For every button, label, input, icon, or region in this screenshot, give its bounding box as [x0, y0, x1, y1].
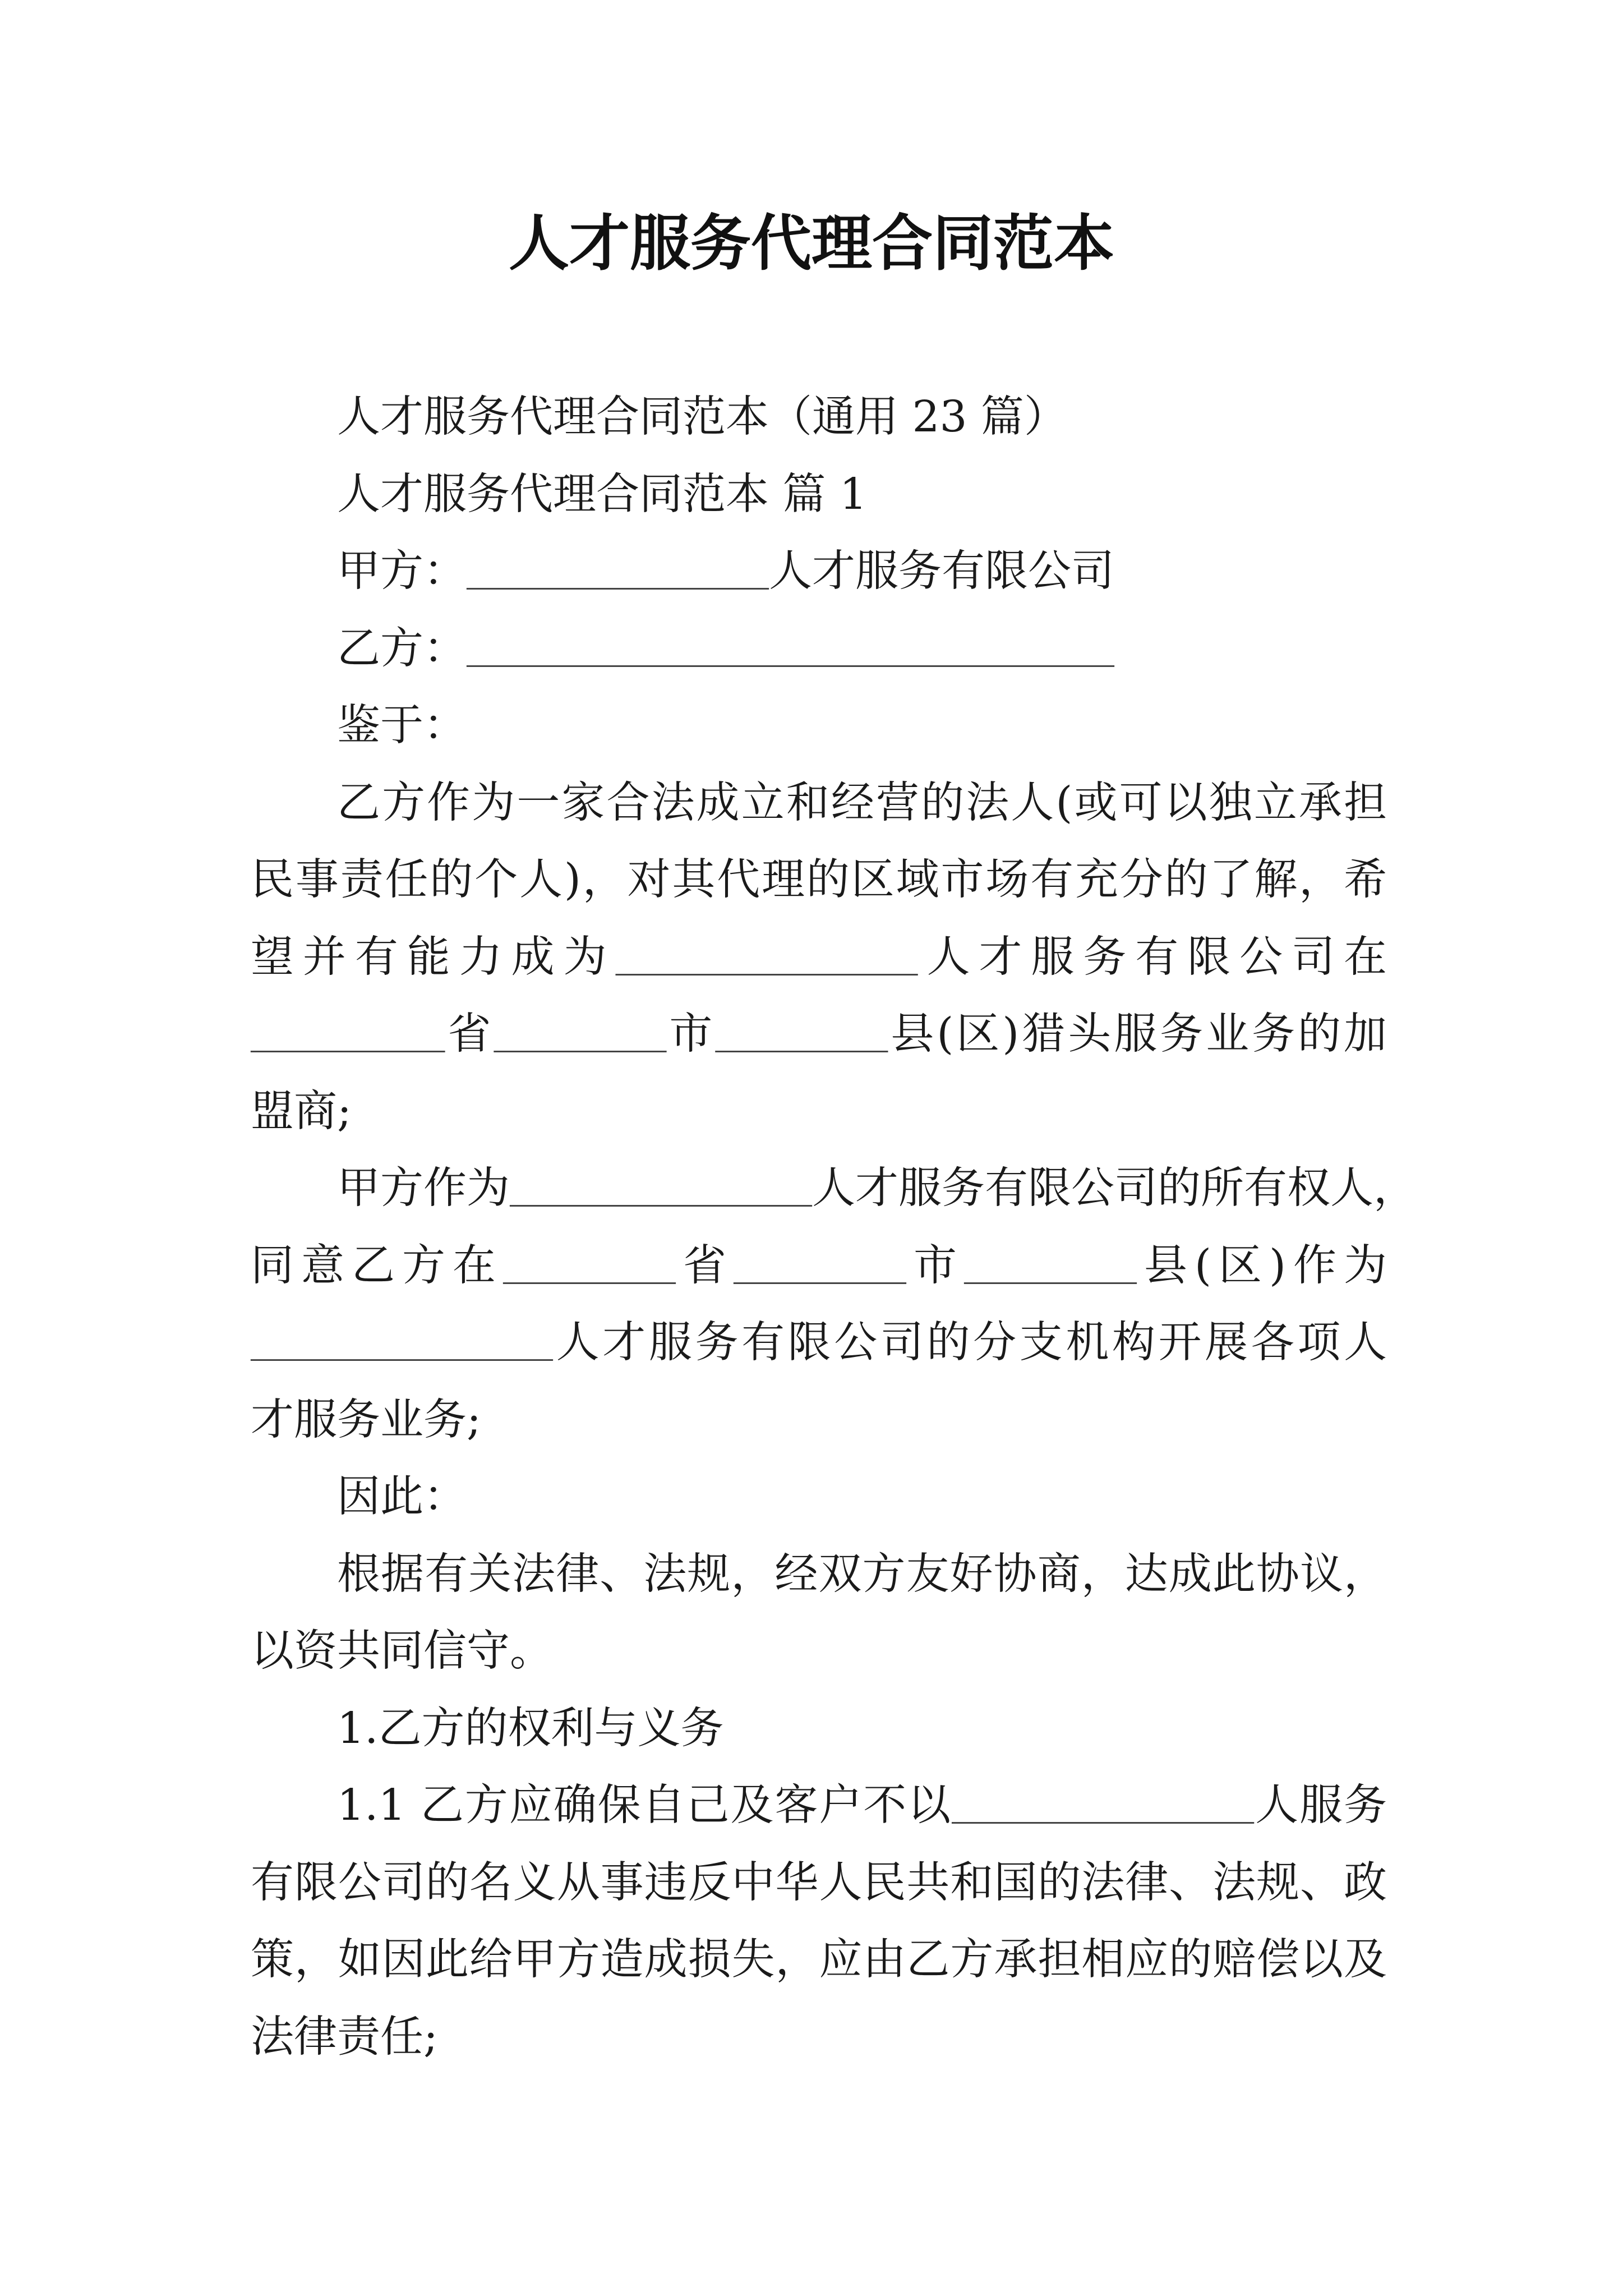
line-text: 人服务	[1254, 1780, 1387, 1830]
party-a-label: 甲方：	[337, 546, 467, 596]
clause-heading	[251, 1690, 1387, 1768]
fill-in-blank: ______________	[615, 942, 918, 983]
document-title: 人才服务代理合同范本	[508, 208, 1114, 279]
paragraph-line	[251, 1613, 1387, 1690]
fill-in-blank: ______________	[952, 1791, 1255, 1831]
line-text: 盟商;	[251, 1086, 352, 1137]
paragraph-line	[251, 841, 1387, 919]
document-body	[251, 379, 1417, 2076]
clause-line	[251, 1767, 1387, 1844]
party-b-label: 乙方：	[337, 623, 467, 674]
fill-in-blank: ______________________________	[467, 633, 1115, 674]
line-text: 人才服务有限公司在	[917, 932, 1387, 982]
line-text: 根据有关法律、法规，经双方友好协商，达成此协议，	[337, 1549, 1387, 1599]
clause-line	[251, 1844, 1387, 1922]
line-text: 县(区)猎头服务业务的加	[888, 1009, 1387, 1059]
line-text: 民事责任的个人)，对其代理的区域市场有充分的了解，希	[251, 855, 1387, 905]
paragraph-line	[251, 1073, 1387, 1151]
line-text: 人才服务有限公司	[769, 546, 1115, 596]
line-text: 法律责任;	[251, 2012, 438, 2062]
fill-in-blank: ________	[502, 1250, 676, 1291]
line-text: 鉴于：	[337, 701, 467, 751]
line-text: 市	[666, 1009, 716, 1059]
line-text: 有限公司的名义从事违反中华人民共和国的法律、法规、政	[251, 1857, 1387, 1908]
fill-in-blank: ______________	[510, 1174, 813, 1214]
line-text: 省	[445, 1009, 494, 1059]
line-text: 1.1 乙方应确保自己及客户不以	[337, 1780, 952, 1830]
line-text: 望并有能力成为	[251, 932, 616, 982]
line-text: 以资共同信守。	[251, 1626, 553, 1676]
line-text: 同意乙方在	[251, 1240, 503, 1291]
fill-in-blank: ________	[733, 1250, 906, 1291]
paragraph-line	[251, 1536, 1387, 1613]
paragraph-line	[251, 1227, 1387, 1305]
clause-line	[251, 1921, 1387, 1999]
fill-in-blank: ______________	[251, 1328, 554, 1368]
paragraph-line	[251, 919, 1387, 996]
party-a-line	[251, 533, 1387, 610]
paragraph-line	[251, 996, 1387, 1073]
line-text: 省	[675, 1240, 734, 1291]
fill-in-blank: ______________	[467, 556, 769, 597]
therefore-heading	[251, 1458, 1387, 1536]
collection-heading	[251, 379, 1387, 456]
paragraph-line	[251, 1150, 1417, 1227]
party-b-line	[251, 610, 1387, 688]
paragraph-line	[251, 1382, 1387, 1459]
fill-in-blank: ________	[494, 1019, 667, 1060]
line-text: 人才服务代理合同范本（通用 23 篇）	[337, 392, 1067, 442]
fill-in-blank: ________	[963, 1250, 1137, 1291]
clause-line	[251, 1999, 1387, 2076]
line-text: 人才服务有限公司的分支机构开展各项人	[553, 1318, 1387, 1368]
line-text: 策，如因此给甲方造成损失，应由乙方承担相应的赔偿以及	[251, 1935, 1387, 1985]
fill-in-blank: _________	[251, 1019, 445, 1060]
fill-in-blank: ________	[715, 1019, 888, 1060]
line-text: 人才服务代理合同范本 篇 1	[337, 469, 867, 519]
paragraph-line	[251, 765, 1387, 842]
whereas-heading	[251, 687, 1387, 765]
line-text: 1.乙方的权利与义务	[337, 1703, 724, 1754]
line-text: 人才服务有限公司的所有权人，	[812, 1163, 1417, 1213]
line-text: 县(区)作为	[1136, 1240, 1387, 1291]
line-text: 甲方作为	[337, 1163, 510, 1213]
line-text: 因此：	[337, 1472, 467, 1522]
paragraph-line	[251, 1304, 1387, 1382]
line-text: 才服务业务;	[251, 1395, 481, 1445]
section-heading	[251, 456, 1387, 533]
line-text: 乙方作为一家合法成立和经营的法人(或可以独立承担	[337, 777, 1387, 828]
line-text: 市	[906, 1240, 964, 1291]
